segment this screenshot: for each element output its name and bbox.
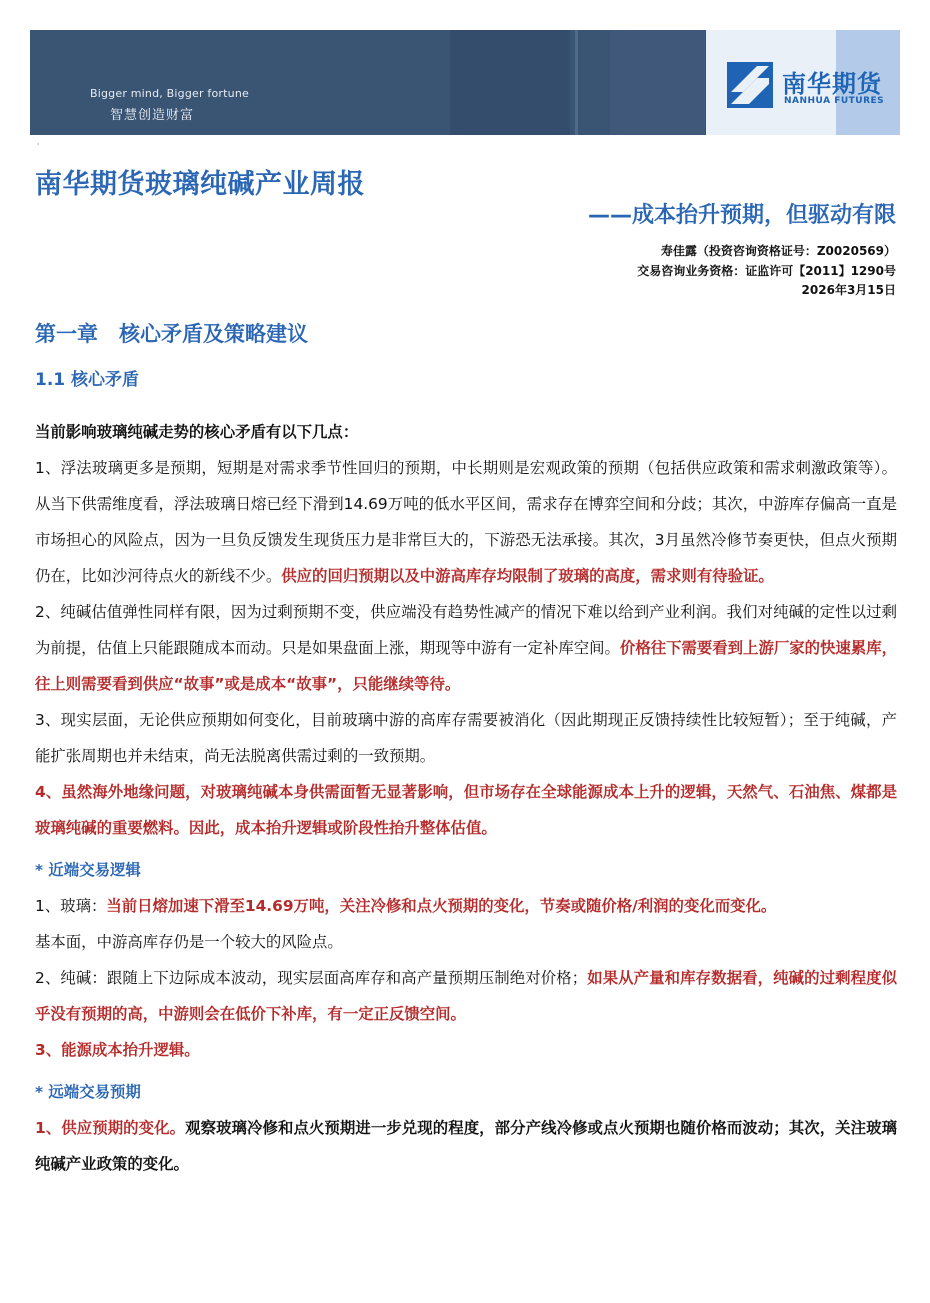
near-term-item-3: 3、能源成本抬升逻辑。 [35,1041,200,1059]
banner-stripe [610,30,705,135]
report-subtitle: ——成本抬升预期，但驱动有限 [587,203,896,228]
report-title: 南华期货玻璃纯碱产业周报 [35,169,365,200]
near-term-item-1 [35,888,897,924]
dot-mark: · [37,140,40,149]
report-date: 2026年3月15日 [801,283,896,297]
point-2-highlight: 价格往下需要看到上游厂家的快速累库，往上则需要看到供应“故事”或是成本“故事”，只能继续等待。 [35,639,897,693]
near-term-item-2-highlight: 如果从产量和库存数据看，纯碱的过剩程度似乎没有预期的高，中游则会在低价下补库，有一定正反馈空间。 [35,969,897,1023]
section-heading: 1.1 核心矛盾 [35,370,140,390]
nanhua-logo-icon [727,62,773,108]
near-term-item-2-text: 2、纯碱：跟随上下边际成本波动，现实层面高库存和高产量预期压制绝对价格； [35,969,588,987]
header-banner [30,30,900,135]
near-term-item-2 [35,960,897,1032]
point-2-text: 2、纯碱估值弹性同样有限，因为过剩预期不变，供应端没有趋势性减产的情况下难以给到产业利润。我们对纯碱的定性以过剩为前提，估值上只能跟随成本而动。只是如果盘面上涨，期现等中游有一定补库空间。 [35,603,897,657]
license-line: 交易咨询业务资格：证监许可【2011】1290号 [637,264,896,278]
logo-text-en: NANHUA FUTURES [784,96,885,106]
logo-text-cn: 南华期货 [782,70,882,98]
point-3-paragraph: 3、现实层面，无论供应预期如何变化，目前玻璃中游的高库存需要被消化（因此期现正反馈持续性比较短暂）；至于纯碱，产能扩张周期也并未结束，尚无法脱离供需过剩的一致预期。 [35,711,897,765]
tagline-en: Bigger mind, Bigger fortune [90,87,249,100]
far-term-item-1 [35,1110,897,1182]
near-term-heading: * 近端交易逻辑 [35,861,141,879]
point-2-paragraph [35,594,897,702]
banner-stripe [575,30,578,135]
near-term-item-1-highlight: 当前日熔加速下滑至14.69万吨，关注冷修和点火预期的变化，节奏或随价格/利润的变化而变化。 [106,897,777,915]
point-4-paragraph: 4、虽然海外地缘问题，对玻璃纯碱本身供需面暂无显著影响，但市场存在全球能源成本上升的逻辑，天然气、石油焦、煤都是玻璃纯碱的重要燃料。因此，成本抬升逻辑或阶段性抬升整体估值。 [35,783,897,837]
near-term-item-1-tail: 基本面，中游高库存仍是一个较大的风险点。 [35,933,343,951]
far-term-item-1-text: 观察玻璃冷修和点火预期进一步兑现的程度，部分产线冷修或点火预期也随价格而波动；其次，关注玻璃纯碱产业政策的变化。 [35,1119,897,1173]
near-term-item-1-prefix: 1、玻璃： [35,897,107,915]
point-1-highlight: 供应的回归预期以及中游高库存均限制了玻璃的高度，需求则有待验证。 [281,567,774,585]
chapter-heading: 第一章 核心矛盾及策略建议 [35,322,308,346]
far-term-item-1-highlight: 1、供应预期的变化。 [35,1119,186,1137]
author-line: 寿佳露（投资咨询资格证号：Z0020569） [660,244,896,258]
point-1-paragraph [35,450,897,594]
report-body [35,414,897,1182]
intro-paragraph: 当前影响玻璃纯碱走势的核心矛盾有以下几点： [35,423,359,441]
tagline-cn: 智慧创造财富 [110,108,195,123]
banner-stripe [450,30,570,135]
point-1-text: 1、浮法玻璃更多是预期，短期是对需求季节性回归的预期，中长期则是宏观政策的预期（包括供应政策和需求刺激政策等）。从当下供需维度看，浮法玻璃日熔已经下滑到14.69万吨的低水平区间，需求存在博弈空间和分歧；其次，中游库存偏高一直是市场担心的风险点，因为一旦负反馈发生现货压力是非常巨大的，下游恐无法承接。其次，3月虽然冷修节奏更快，但点火预期仍在，比如沙河待点火的新线不少。 [35,459,897,585]
far-term-heading: * 远端交易预期 [35,1083,141,1101]
